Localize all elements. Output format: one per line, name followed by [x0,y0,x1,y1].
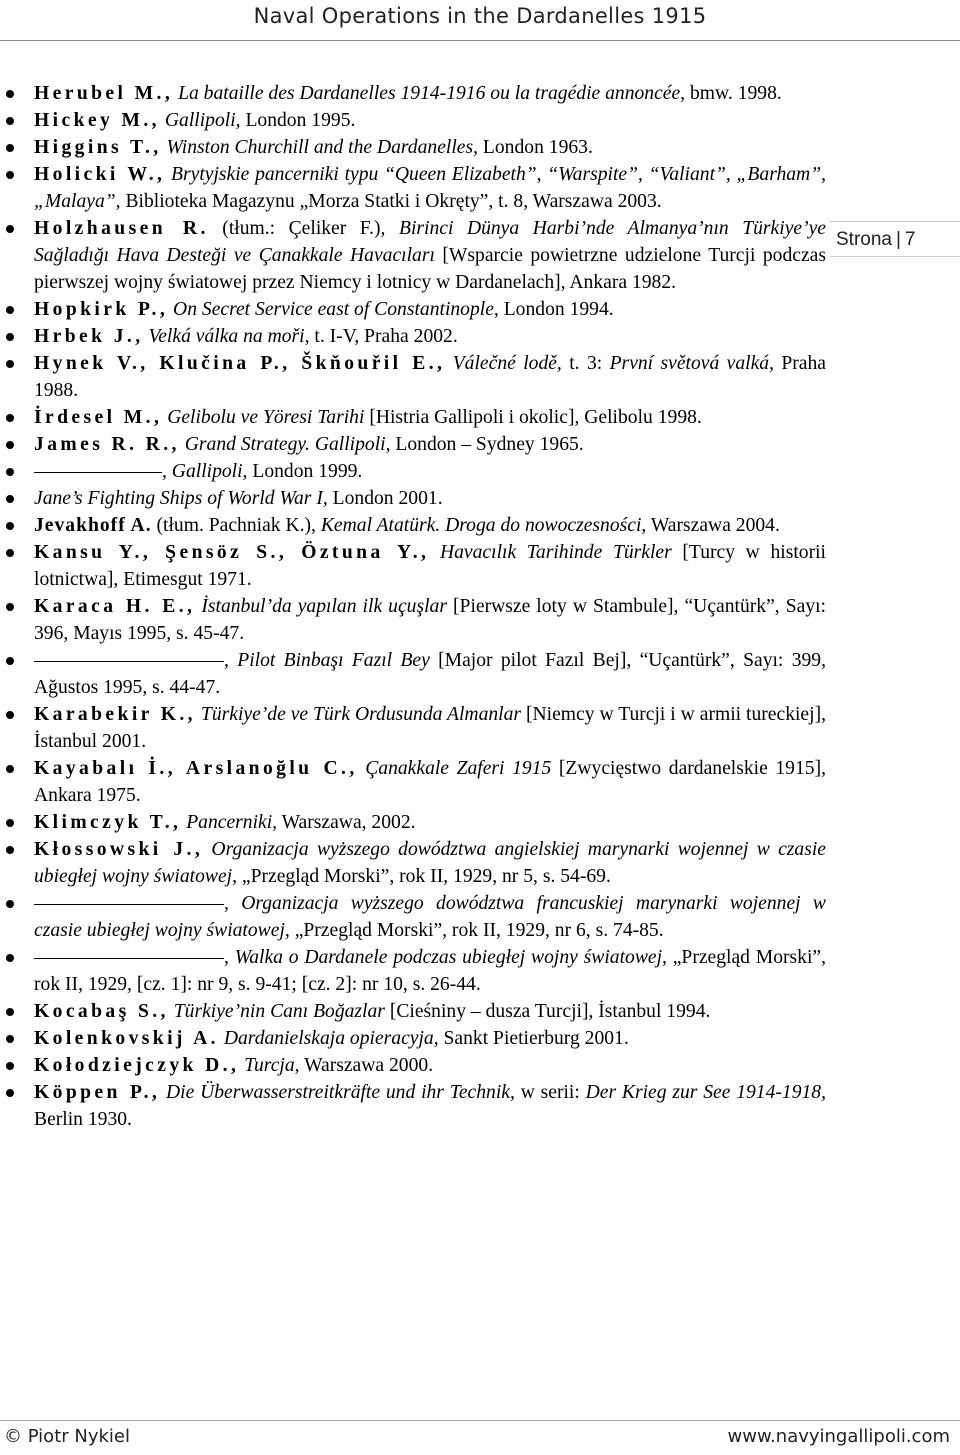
entry-details: „Przegląd Morski”, rok II, 1929, nr 6, s. 74-85. [294,920,664,941]
entry-author: Kołodziejczyk D., [34,1055,240,1076]
bibliography-entry [34,161,826,215]
page-number-tab [830,221,960,257]
entry-author: Klimczyk T., [34,812,182,833]
bibliography-entry [34,1052,826,1079]
entry-details: [Niemcy w Turcji i w armii tureckiej], İstanbul 2001. [34,704,826,752]
entry-translator: (tłum. Pachniak K.), [156,515,316,536]
entry-details: t. 3: [569,353,603,374]
ditto-dash [34,958,224,959]
footer-author: © Piotr Nykiel [4,1426,130,1447]
entry-translator: (tłum.: Çeliker F.), [222,218,386,239]
bibliography-entry [34,350,826,404]
entry-author: Hynek V., Klučina P., Škňouřil E., [34,353,446,374]
page-separator: | [895,229,901,250]
entry-title: Türkiye’nin Canı Boğazlar [173,1001,385,1022]
entry-details: London 1999. [252,461,363,482]
entry-title: Grand Strategy. Gallipoli, [184,434,391,455]
entry-title: Pancerniki, [186,812,278,833]
entry-title: , Organizacja wyższego dowództwa francuskiej marynarki wojennej w czasie ubiegłej wojny światowej, [34,893,826,941]
entry-details: [Pierwsze loty w Stambule], “Uçantürk”, Sayı: 396, Mayıs 1995, s. 45-47. [34,596,826,644]
entry-details: bmw. 1998. [690,83,782,104]
entry-title: Organizacja wyższego dowództwa angielskiej marynarki wojennej w czasie ubiegłej wojny światowej, [34,839,826,887]
bibliography-entry [34,944,826,998]
ditto-dash [34,904,224,905]
bibliography-entry [34,539,826,593]
bibliography-entry [34,215,826,296]
entry-title: La bataille des Dardanelles 1914-1916 ou la tragédie annoncée, [178,83,686,104]
bibliography-entry [34,431,826,458]
entry-author: Kłossowski J., [34,839,204,860]
page-label: Strona [836,229,892,250]
entry-details: London 1995. [245,110,356,131]
entry-author: Kocabaş S., [34,1001,169,1022]
bibliography-entry [34,134,826,161]
entry-title: On Secret Service east of Constantinople, [173,299,499,320]
entry-title: Çanakkale Zaferi 1915 [365,758,552,779]
entry-author: Karabekir K., [34,704,196,725]
bibliography-entry [34,404,826,431]
entry-title: , Walka o Dardanele podczas ubiegłej wojny światowej, [224,947,667,968]
entry-author: Hickey M., [34,110,160,131]
bibliography-entry [34,701,826,755]
entry-author: Karaca H. E., [34,596,196,617]
bibliography-entry [34,485,826,512]
entry-title: Türkiye’de ve Türk Ordusunda Almanlar [200,704,522,725]
entry-details: London – Sydney 1965. [395,434,584,455]
bibliography-entry [34,890,826,944]
entry-title: Turcja, [244,1055,300,1076]
bibliography-entry [34,80,826,107]
entry-author: Kayabalı İ., Arslanoğlu C., [34,758,358,779]
entry-details: w serii: [520,1082,580,1103]
entry-details: [Wsparcie powietrzne udzielone Turcji podczas pierwszej wojny światowej przez Niemcy i lotnicy w Dardanelach], Ankara 1982. [34,245,826,293]
entry-title: Jane’s Fighting Ships of World War I, [34,488,328,509]
entry-title: Winston Churchill and the Dardanelles, [166,137,479,158]
entry-title: , Pilot Binbaşı Fazıl Bey [224,650,430,671]
entry-details: Warszawa 2000. [304,1055,434,1076]
entry-details: [Major pilot Fazıl Bej], “Uçantürk”, Sayı: 399, Ağustos 1995, s. 44-47. [34,650,826,698]
entry-details: [Zwycięstwo dardanelskie 1915], Ankara 1975. [34,758,826,806]
entry-details: Sankt Pietierburg 2001. [443,1028,629,1049]
entry-details: [Cieśniny – dusza Turcji], İstanbul 1994. [389,1001,711,1022]
entry-title: Dardanielskaja opieracyja, [223,1028,439,1049]
bibliography-entry [34,1079,826,1133]
entry-series-title: Der Krieg zur See 1914-1918, [585,1082,826,1103]
entry-author: Köppen P., [34,1082,161,1103]
entry-title: Havacılık Tarihinde Türkler [439,542,672,563]
footer-divider [0,1420,960,1421]
ditto-dash [34,472,162,473]
entry-author: Higgins T., [34,137,162,158]
entry-author: İrdesel M., [34,407,163,428]
entry-series-title: První světová valká, [609,353,774,374]
bibliography-entry [34,323,826,350]
entry-details: „Przegląd Morski”, rok II, 1929, [cz. 1]: nr 9, s. 9-41; [cz. 2]: nr 10, s. 26-44. [34,947,826,995]
entry-details: Warszawa, 2002. [281,812,416,833]
ditto-dash [34,661,224,662]
entry-details: [Turcy w historii lotnictwa], Etimesgut 1971. [34,542,826,590]
entry-author: Kolenkovskij A. [34,1028,219,1049]
entry-author: Jevakhoff A. [34,515,152,536]
bibliography-entry [34,107,826,134]
bibliography-entry [34,1025,826,1052]
bibliography-entry [34,836,826,890]
running-header-title: Naval Operations in the Dardanelles 1915 [253,4,707,28]
entry-title: Velká válka na moři, [148,326,310,347]
page-number: 7 [904,229,916,250]
entry-details: London 1963. [482,137,593,158]
entry-title: Birinci Dünya Harbi’nde Almanya’nın Türkiye’ye Sağladığı Hava Desteği ve Çanakkale Havacıları [34,218,826,266]
entry-title: Gelibolu ve Yöresi Tarihi [167,407,365,428]
bibliography-entry [34,593,826,647]
entry-title: Kemal Atatürk. Droga do nowoczesności, [320,515,647,536]
entry-details: London 2001. [332,488,443,509]
entry-details: Warszawa 2004. [650,515,780,536]
entry-title: Die Überwasserstreitkräfte und ihr Technik, [166,1082,515,1103]
bibliography-list [34,80,826,1133]
bibliography-entry [34,647,826,701]
bibliography-entry [34,809,826,836]
entry-author: Hopkirk P., [34,299,169,320]
entry-title: İstanbul’da yapılan ilk uçuşlar [201,596,447,617]
bibliography-entry [34,458,826,485]
bibliography-entry [34,998,826,1025]
bibliography-entry [34,296,826,323]
entry-author: Holicki W., [34,164,166,185]
footer-website: www.navyingallipoli.com [727,1426,950,1447]
entry-title: Brytyjskie pancerniki typu “Queen Elizabeth”, “Warspite”, “Valiant”, „Barham”, „Malaya”, [34,164,827,212]
bibliography-entry [34,512,826,539]
entry-author: James R. R., [34,434,180,455]
entry-author: Kansu Y., Şensöz S., Öztuna Y., [34,542,430,563]
header-divider [0,40,960,41]
entry-title: , Gallipoli, [162,461,248,482]
entry-details-2: Praha 1988. [34,353,826,401]
entry-details: Biblioteka Magazynu „Morza Statki i Okręty”, t. 8, Warszawa 2003. [125,191,662,212]
bibliography-entry [34,755,826,809]
entry-details: t. I-V, Praha 2002. [314,326,458,347]
entry-title: Válečné lodě, [452,353,562,374]
entry-details: „Przegląd Morski”, rok II, 1929, nr 5, s. 54-69. [241,866,611,887]
entry-details: [Histria Gallipoli i okolic], Gelibolu 1998. [369,407,702,428]
entry-title: Gallipoli, [164,110,241,131]
entry-details: London 1994. [503,299,614,320]
entry-author: Holzhausen R. [34,218,209,239]
entry-details-2: Berlin 1930. [34,1109,132,1130]
entry-author: Herubel M., [34,83,174,104]
entry-author: Hrbek J., [34,326,144,347]
